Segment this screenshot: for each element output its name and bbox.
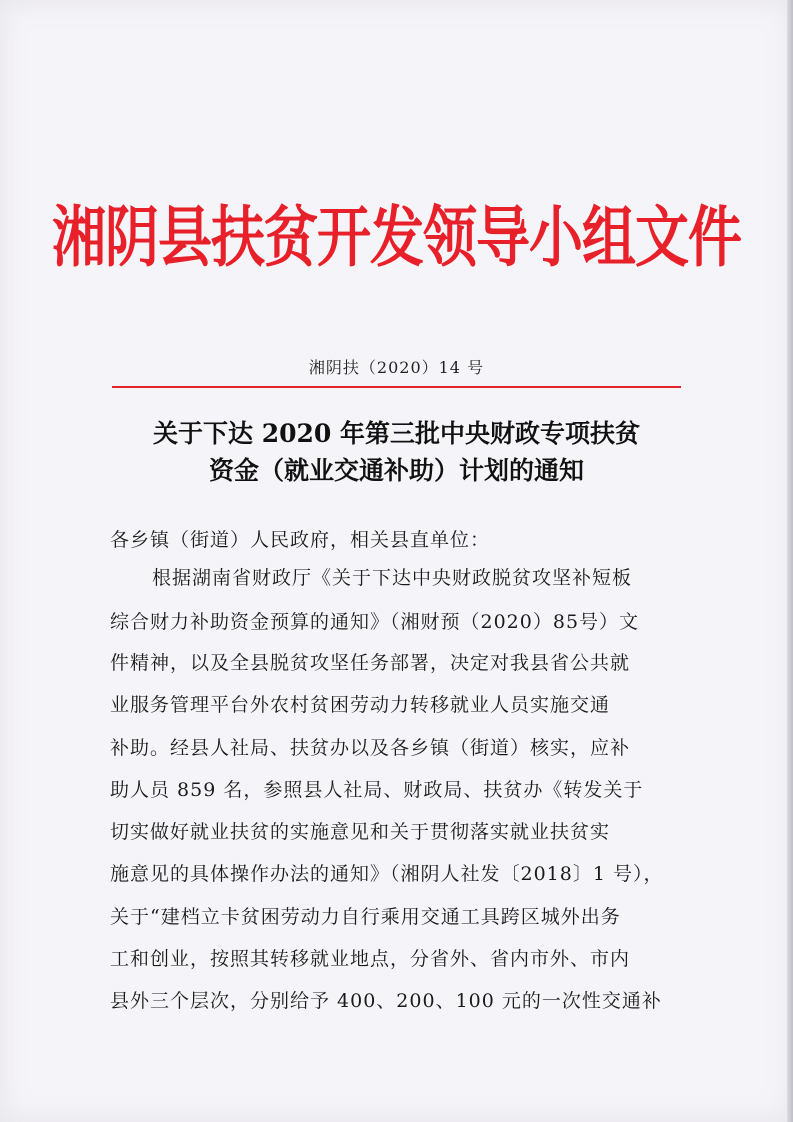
body-line: 切实做好就业扶贫的实施意见和关于贯彻落实就业扶贫实 [110,821,611,843]
body-line: 件精神，以及全县脱贫攻坚任务部署，决定对我县省公共就 [110,652,631,674]
red-divider-line [112,386,681,388]
body-line: 根据湖南省财政厅《关于下达中央财政脱贫攻坚补短板 [152,567,633,589]
body-line: 施意见的具体操作办法的通知》（湘阴人社发〔2018〕1 号）， [110,863,664,885]
body-line: 助人员 859 名，参照县人社局、财政局、扶贫办《转发关于 [110,779,644,801]
page-edge-shadow [787,0,793,1122]
body-line: 综合财力补助资金预算的通知》（湘财预（2020）85号）文 [110,611,640,633]
notice-title-line-1: 关于下达 2020 年第三批中央财政专项扶贫 [153,419,640,448]
document-number: 湘阴扶（2020）14 号 [308,358,485,377]
body-line: 县外三个层次，分别给予 400、200、100 元的一次性交通补 [110,990,662,1012]
salutation: 各乡镇（街道）人民政府，相关县直单位： [110,529,491,551]
body-line: 补助。经县人社局、扶贫办以及各乡镇（街道）核实，应补 [110,737,631,759]
body-line: 业服务管理平台外农村贫困劳动力转移就业人员实施交通 [110,694,611,716]
notice-title-line-2: 资金（就业交通补助）计划的通知 [208,456,584,485]
body-line: 关于“建档立卡贫困劳动力自行乘用交通工具跨区城外出务 [110,906,621,928]
document-header-title: 湘阴县扶贫开发领导小组文件 [52,197,741,276]
body-line: 工和创业，按照其转移就业地点，分省外、省内市外、市内 [110,948,631,970]
